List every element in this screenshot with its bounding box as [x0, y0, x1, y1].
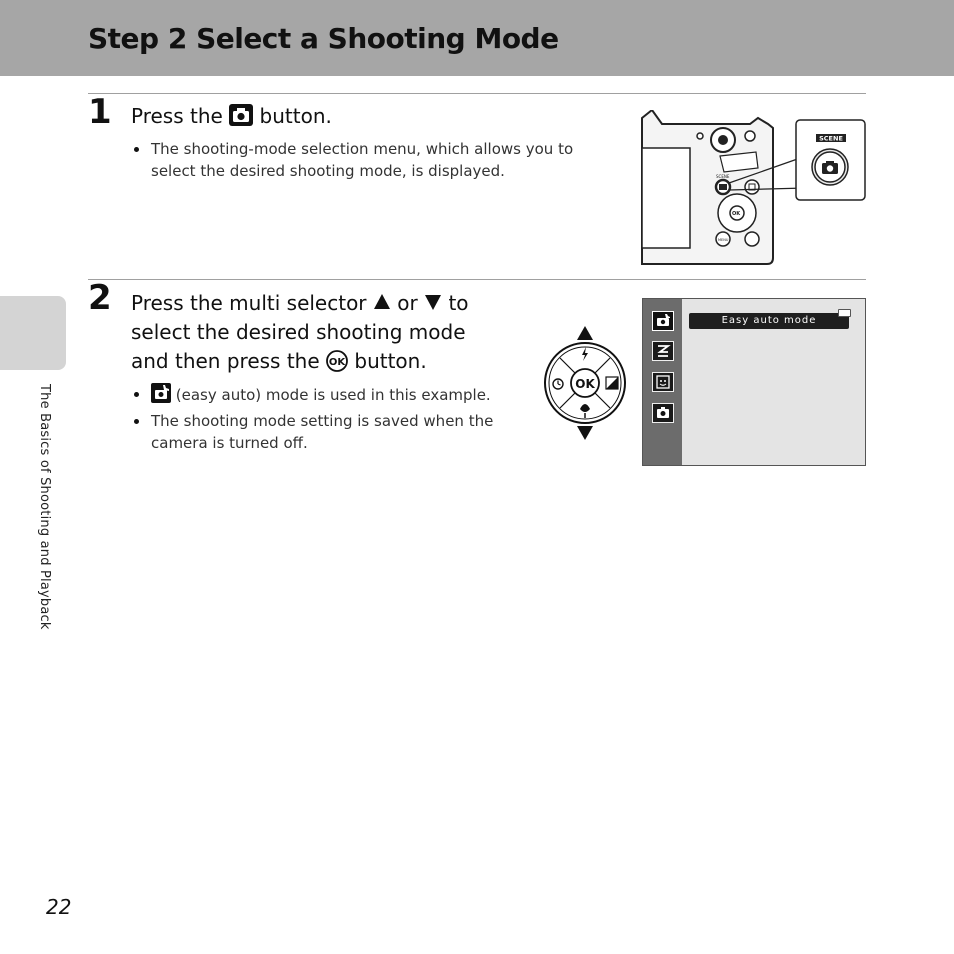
page-number: 22 [46, 895, 72, 919]
bullet-list [131, 138, 611, 186]
step-heading-text: button. [354, 349, 427, 373]
step-heading-text: and then press the [131, 349, 320, 373]
bullet-item: The shooting-mode selection menu, which allows you to select the desired shooting mode, is displayed. [131, 138, 611, 182]
selected-mode-label: Easy auto mode [689, 313, 849, 329]
step-heading [131, 289, 531, 376]
section-tab [0, 296, 66, 370]
step-heading-text: to [448, 291, 469, 315]
divider [88, 279, 866, 280]
ok-label: OK [575, 377, 595, 391]
triangle-up-icon [373, 293, 391, 311]
easy-auto-mode-icon[interactable] [652, 311, 674, 331]
arrow-up-icon [577, 326, 593, 340]
bullet-item [131, 383, 521, 406]
bullet-list [131, 383, 521, 458]
auto-mode-icon[interactable] [652, 403, 674, 423]
step-heading-text: or [397, 291, 418, 315]
multi-selector-illustration [542, 325, 628, 441]
battery-icon [838, 309, 851, 317]
ok-button-icon [326, 350, 348, 372]
camera-mode-icon [229, 104, 253, 126]
arrow-down-icon [577, 426, 593, 440]
step-number: 1 [88, 92, 112, 132]
bullet-text: (easy auto) mode is used in this example. [175, 386, 491, 404]
step-heading-text: Press the [131, 104, 223, 128]
step-heading-text: Press the multi selector [131, 291, 367, 315]
menu-small-label: MENU [718, 238, 729, 242]
scene-small-label: SCENE [716, 174, 730, 179]
scene-mode-icon[interactable] [652, 341, 674, 361]
page-title: Step 2 Select a Shooting Mode [88, 22, 559, 55]
step-heading-text: button. [259, 104, 332, 128]
step-number: 2 [88, 278, 112, 318]
shooting-mode-screen [642, 298, 866, 466]
bullet-item: The shooting mode setting is saved when the camera is turned off. [131, 410, 521, 454]
step-heading-line [131, 289, 531, 318]
step-heading-line [131, 347, 531, 376]
divider [88, 93, 866, 94]
step-heading-line: select the desired shooting mode [131, 320, 466, 344]
camera-back-illustration [640, 110, 868, 266]
scene-label: SCENE [819, 134, 843, 143]
smart-portrait-icon[interactable] [652, 372, 674, 392]
easy-auto-icon [151, 383, 171, 403]
svg-text:OK: OK [328, 357, 346, 368]
triangle-down-icon [424, 293, 442, 311]
step-heading [131, 102, 332, 131]
ok-small-label: OK [732, 211, 741, 217]
section-title: The Basics of Shooting and Playback [37, 384, 52, 630]
